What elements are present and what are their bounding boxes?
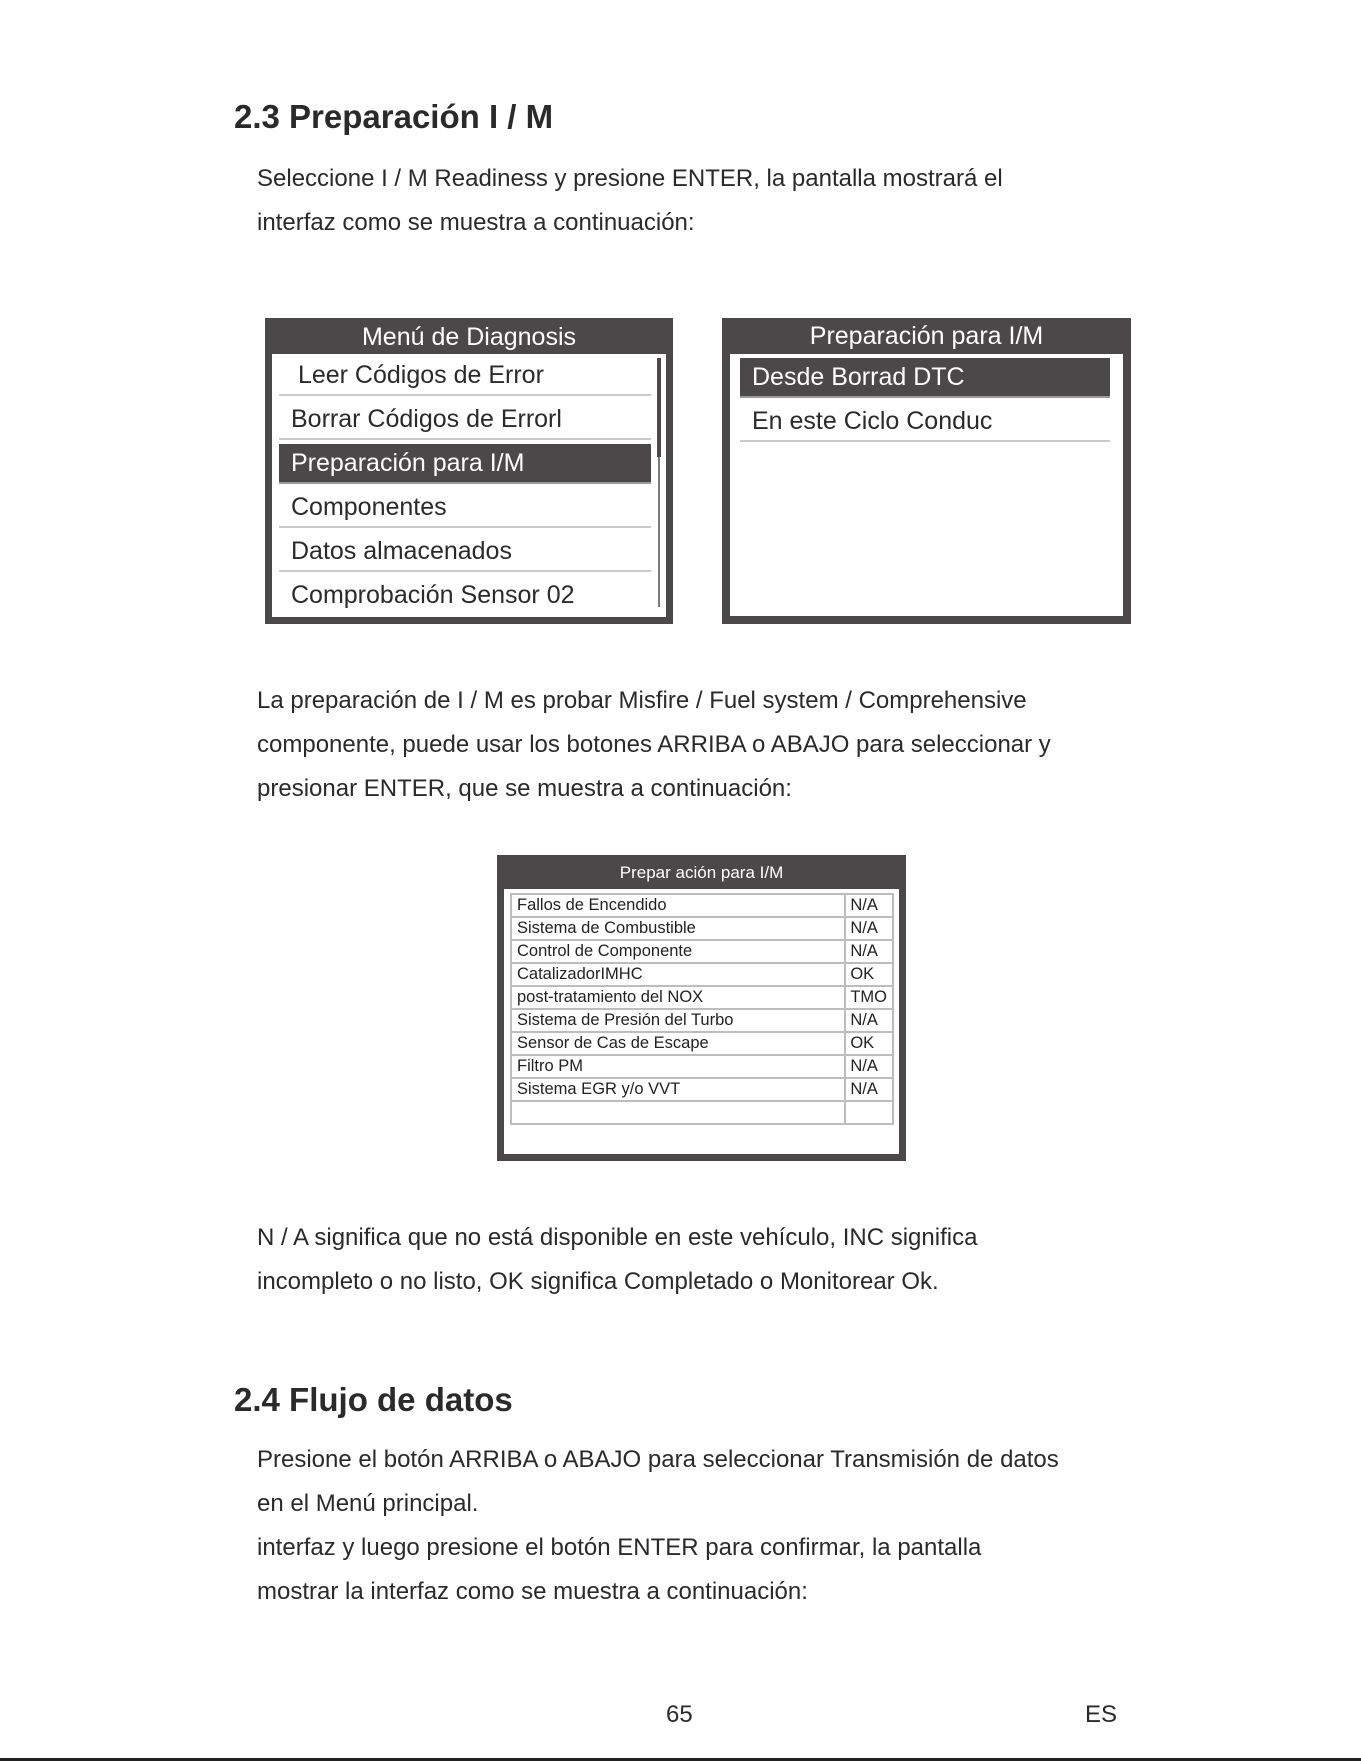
monitor-status: N/A — [845, 1078, 893, 1101]
im-item-since-dtc-cleared[interactable]: Desde Borrad DTC — [740, 358, 1110, 398]
table-row — [511, 894, 893, 917]
monitor-status: N/A — [845, 1055, 893, 1078]
monitor-status: N/A — [845, 940, 893, 963]
monitor-status: N/A — [845, 894, 893, 917]
menu-item-im-readiness[interactable]: Preparación para I/M — [279, 444, 651, 484]
im-status-title: Prepar ación para I/M — [619, 863, 784, 882]
paragraph-im-description — [257, 679, 1051, 811]
monitor-name: Fallos de Encendido — [511, 894, 845, 917]
im-readiness-title: Preparación para I/M — [809, 322, 1044, 350]
table-row — [511, 1032, 893, 1055]
section-2-4-line-3: interfaz y luego presione el botón ENTER para confirmar, la pantalla — [257, 1534, 982, 1561]
section-2-4-line-2: en el Menú principal. — [257, 1490, 479, 1517]
menu-item-read-codes[interactable]: Leer Códigos de Error — [279, 356, 651, 396]
monitor-status — [845, 1101, 893, 1124]
im-readiness-body — [730, 354, 1123, 616]
im-item-this-drive-cycle[interactable]: En este Ciclo Conduc — [740, 402, 1110, 442]
diagnosis-menu-body — [272, 354, 666, 617]
paragraph-2-line-1: La preparación de I / M es probar Misfire / Fuel system / Comprehensive — [257, 687, 1027, 714]
monitor-status: OK — [845, 1032, 893, 1055]
intro-paragraph — [257, 157, 1003, 245]
table-row — [511, 917, 893, 940]
diagnosis-menu-screen — [265, 318, 673, 624]
section-2-4-line-1: Presione el botón ARRIBA o ABAJO para seleccionar Transmisión de datos — [257, 1446, 1059, 1473]
menu-item-o2-sensor[interactable]: Comprobación Sensor 02 — [291, 581, 575, 609]
table-row — [511, 1055, 893, 1078]
im-status-screen — [497, 855, 906, 1161]
intro-line-2: interfaz como se muestra a continuación: — [257, 209, 695, 236]
im-status-table — [510, 893, 894, 1125]
monitor-status: N/A — [845, 917, 893, 940]
menu-scrollbar-track — [658, 457, 660, 607]
paragraph-3-line-2: incompleto o no listo, OK significa Completado o Monitorear Ok. — [257, 1268, 939, 1295]
table-row — [511, 986, 893, 1009]
menu-item-components[interactable]: Componentes — [279, 488, 651, 528]
monitor-status: TMO — [845, 986, 893, 1009]
table-row — [511, 1009, 893, 1032]
table-row — [511, 963, 893, 986]
monitor-name: Sensor de Cas de Escape — [511, 1032, 845, 1055]
monitor-name: Sistema EGR y/o VVT — [511, 1078, 845, 1101]
section-title-2-3: 2.3 Preparación I / M — [234, 98, 554, 135]
paragraph-2-line-2: componente, puede usar los botones ARRIBA o ABAJO para seleccionar y — [257, 731, 1051, 758]
im-readiness-screen — [722, 318, 1131, 624]
monitor-name: Control de Componente — [511, 940, 845, 963]
page-number: 65 — [666, 1701, 693, 1728]
table-row — [511, 1078, 893, 1101]
monitor-name: post-tratamiento del NOX — [511, 986, 845, 1009]
monitor-name: CatalizadorIMHC — [511, 963, 845, 986]
paragraph-status-legend — [257, 1216, 977, 1304]
table-row — [511, 940, 893, 963]
section-title-2-4: 2.4 Flujo de datos — [234, 1381, 513, 1418]
monitor-name: Sistema de Presión del Turbo — [511, 1009, 845, 1032]
menu-scrollbar[interactable] — [657, 358, 661, 457]
paragraph-3-line-1: N / A significa que no está disponible en este vehículo, INC significa — [257, 1224, 978, 1251]
monitor-status: OK — [845, 963, 893, 986]
monitor-name — [511, 1101, 845, 1124]
im-status-body — [504, 889, 899, 1154]
diagnosis-menu-title: Menú de Diagnosis — [361, 323, 576, 351]
section-2-4-line-4: mostrar la interfaz como se muestra a continuación: — [257, 1578, 808, 1605]
table-row — [511, 1101, 893, 1124]
monitor-status: N/A — [845, 1009, 893, 1032]
language-code: ES — [1085, 1701, 1118, 1728]
intro-line-1: Seleccione I / M Readiness y presione ENTER, la pantalla mostrará el — [257, 165, 1003, 192]
menu-item-stored-data[interactable]: Datos almacenados — [279, 532, 651, 572]
monitor-name: Filtro PM — [511, 1055, 845, 1078]
data-stream-paragraph — [257, 1438, 1059, 1614]
paragraph-2-line-3: presionar ENTER, que se muestra a continuación: — [257, 775, 792, 802]
monitor-name: Sistema de Combustible — [511, 917, 845, 940]
menu-item-erase-codes[interactable]: Borrar Códigos de Errorl — [279, 400, 651, 440]
